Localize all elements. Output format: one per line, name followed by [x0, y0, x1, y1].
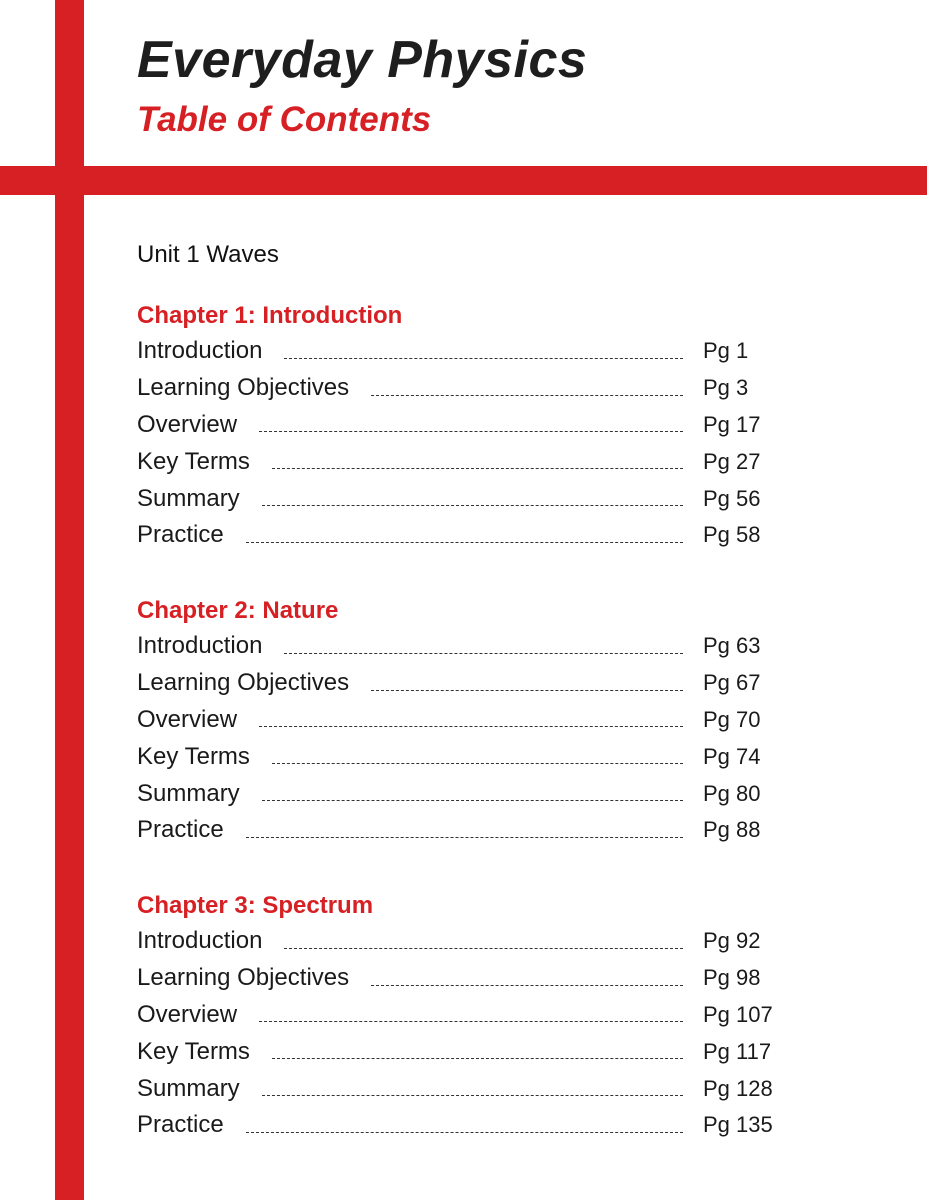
toc-entry-page: Pg 117 [703, 1038, 772, 1064]
toc-entry-page: Pg 3 [703, 375, 749, 401]
toc-entry-page: Pg 107 [703, 1001, 773, 1027]
toc-entry-page: Pg 98 [703, 965, 761, 991]
toc-entry-label: Overview [137, 410, 238, 438]
toc-entry[interactable] [137, 517, 765, 554]
page-subtitle: Table of Contents [137, 100, 432, 139]
dotted-leader [259, 431, 683, 432]
horizontal-accent-bar [0, 166, 927, 195]
toc-entry[interactable] [137, 960, 765, 997]
toc-entry-page: Pg 128 [703, 1075, 773, 1101]
dotted-leader [272, 1058, 683, 1059]
toc-entry[interactable] [137, 738, 765, 775]
chapter-title: Chapter 2: Nature [137, 597, 339, 624]
toc-entry[interactable] [137, 665, 765, 702]
chapter-title: Chapter 1: Introduction [137, 302, 403, 329]
toc-entry[interactable] [137, 407, 765, 444]
toc-entry-page: Pg 1 [703, 338, 749, 364]
dotted-leader [262, 1095, 683, 1096]
toc-entry-label: Key Terms [137, 742, 250, 770]
toc-entry-page: Pg 58 [703, 522, 761, 548]
toc-entry-label: Summary [137, 1074, 240, 1102]
toc-entry-label: Introduction [137, 337, 263, 365]
dotted-leader [284, 948, 683, 949]
dotted-leader [371, 395, 683, 396]
toc-entry-page: Pg 27 [703, 448, 761, 474]
toc-entry-label: Learning Objectives [137, 374, 350, 402]
toc-entry-label: Key Terms [137, 447, 250, 475]
unit-heading: Unit 1 Waves [137, 241, 279, 268]
toc-entry-page: Pg 17 [703, 411, 761, 437]
toc-entry-page: Pg 135 [703, 1112, 773, 1138]
toc-entry-label: Introduction [137, 927, 263, 955]
dotted-leader [246, 1132, 683, 1133]
toc-entry-label: Overview [137, 1000, 238, 1028]
dotted-leader [371, 985, 683, 986]
toc-entry-page: Pg 80 [703, 780, 761, 806]
toc-entry[interactable] [137, 702, 765, 739]
toc-entry-page: Pg 67 [703, 670, 761, 696]
chapter-section [137, 594, 765, 849]
toc-entry-label: Introduction [137, 632, 263, 660]
toc-entry[interactable] [137, 775, 765, 812]
chapter-section [137, 299, 765, 554]
toc-entry[interactable] [137, 812, 765, 849]
toc-entry-label: Practice [137, 521, 224, 549]
dotted-leader [259, 726, 683, 727]
toc-entry-page: Pg 92 [703, 928, 761, 954]
dotted-leader [284, 358, 683, 359]
dotted-leader [246, 837, 683, 838]
toc-entry[interactable] [137, 628, 765, 665]
dotted-leader [284, 653, 683, 654]
toc-entry[interactable] [137, 923, 765, 960]
toc-entry-page: Pg 74 [703, 743, 761, 769]
chapter-title: Chapter 3: Spectrum [137, 892, 374, 919]
chapter-section [137, 889, 773, 1144]
toc-entry-label: Practice [137, 816, 224, 844]
toc-entry-page: Pg 70 [703, 706, 761, 732]
toc-entry-label: Key Terms [137, 1037, 250, 1065]
dotted-leader [262, 800, 683, 801]
toc-entry[interactable] [137, 1033, 772, 1070]
toc-entry-label: Learning Objectives [137, 964, 350, 992]
toc-entry[interactable] [137, 443, 765, 480]
dotted-leader [272, 468, 683, 469]
toc-entry[interactable] [137, 333, 765, 370]
toc-entry-page: Pg 63 [703, 633, 761, 659]
toc-entry-label: Summary [137, 779, 240, 807]
toc-entry[interactable] [137, 370, 765, 407]
dotted-leader [259, 1021, 683, 1022]
dotted-leader [262, 505, 683, 506]
toc-entry-label: Summary [137, 484, 240, 512]
dotted-leader [371, 690, 683, 691]
dotted-leader [246, 542, 683, 543]
toc-entry-label: Practice [137, 1111, 224, 1139]
dotted-leader [272, 763, 683, 764]
toc-entry[interactable] [137, 1070, 773, 1107]
toc-entry-label: Learning Objectives [137, 669, 350, 697]
toc-entry-label: Overview [137, 705, 238, 733]
toc-entry[interactable] [137, 1107, 773, 1144]
toc-entry-page: Pg 88 [703, 817, 761, 843]
toc-entry-page: Pg 56 [703, 485, 761, 511]
toc-entry[interactable] [137, 480, 765, 517]
toc-entry[interactable] [137, 997, 773, 1034]
page-title: Everyday Physics [137, 31, 588, 89]
